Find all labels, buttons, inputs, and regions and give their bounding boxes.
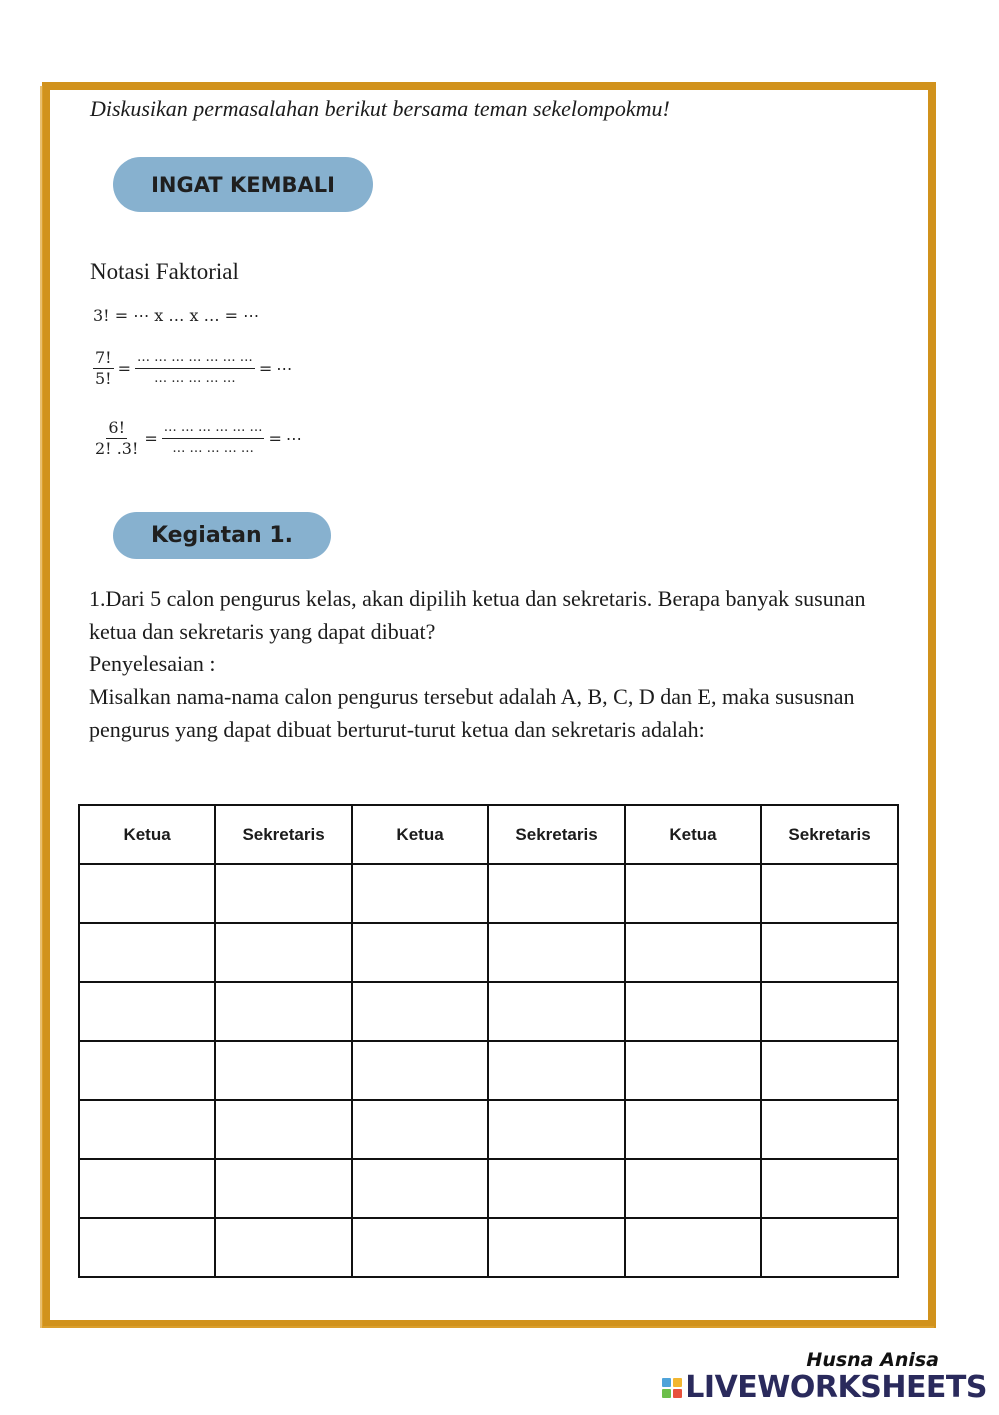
- fraction-lhs: [93, 418, 140, 459]
- solution-text: Misalkan nama-nama calon pengurus tersebut adalah A, B, C, D dan E, maka sususnan pengurus yang dapat dibuat berturut-turut ketua dan sekretaris adalah:: [89, 684, 855, 742]
- answer-cell[interactable]: [488, 1100, 625, 1159]
- answer-cell[interactable]: [488, 864, 625, 923]
- answer-cell[interactable]: [488, 982, 625, 1041]
- answer-cell[interactable]: [761, 923, 898, 982]
- table-body: [79, 864, 898, 1277]
- answer-cell[interactable]: [352, 982, 488, 1041]
- table-row: [79, 923, 898, 982]
- answer-cell[interactable]: [625, 1100, 761, 1159]
- ingat-kembali-badge: INGAT KEMBALI: [113, 157, 373, 212]
- result-placeholder: ⋯: [285, 429, 302, 448]
- liveworksheets-logo[interactable]: [662, 1371, 987, 1405]
- fraction-denominator: … … … … …: [154, 371, 236, 386]
- fraction-denominator: … … … … …: [172, 441, 254, 456]
- table-row: [79, 1100, 898, 1159]
- answer-cell[interactable]: [488, 1218, 625, 1277]
- table-row: [79, 1159, 898, 1218]
- fraction-numerator: 7!: [95, 348, 112, 367]
- table-row: [79, 1218, 898, 1277]
- table-header-row: [79, 805, 898, 864]
- answer-cell[interactable]: [79, 1159, 215, 1218]
- column-header: Sekretaris: [215, 805, 352, 864]
- answer-cell[interactable]: [625, 1218, 761, 1277]
- answer-cell[interactable]: [625, 923, 761, 982]
- answer-cell[interactable]: [625, 1159, 761, 1218]
- table-row: [79, 982, 898, 1041]
- answer-cell[interactable]: [352, 923, 488, 982]
- answer-cell[interactable]: [625, 864, 761, 923]
- answer-cell[interactable]: [215, 1041, 352, 1100]
- fraction-denominator: 2! .3!: [95, 439, 139, 458]
- table-row: [79, 864, 898, 923]
- table-row: [79, 1041, 898, 1100]
- answer-cell[interactable]: [761, 1100, 898, 1159]
- answer-cell[interactable]: [352, 1041, 488, 1100]
- answer-cell[interactable]: [761, 1159, 898, 1218]
- answer-cell[interactable]: [215, 1159, 352, 1218]
- fraction-numerator: 6!: [108, 418, 125, 437]
- answer-cell[interactable]: [215, 1100, 352, 1159]
- factorial-eq-2: [93, 348, 292, 389]
- notasi-faktorial-heading: Notasi Faktorial: [90, 259, 239, 284]
- column-header: Ketua: [352, 805, 488, 864]
- footer-branding: [662, 1349, 987, 1405]
- fraction-denominator: 5!: [95, 369, 112, 388]
- answer-cell[interactable]: [352, 864, 488, 923]
- intro-instruction: Diskusikan permasalahan berikut bersama teman sekelompokmu!: [90, 96, 670, 121]
- liveworksheets-logo-icon: [662, 1378, 682, 1398]
- answer-cell[interactable]: [625, 1041, 761, 1100]
- equals-sign: =: [144, 429, 158, 448]
- answer-cell[interactable]: [79, 1041, 215, 1100]
- equals-sign: =: [268, 429, 282, 448]
- answer-cell[interactable]: [625, 982, 761, 1041]
- answer-cell[interactable]: [488, 1159, 625, 1218]
- answer-cell[interactable]: [215, 864, 352, 923]
- answer-cell[interactable]: [352, 1100, 488, 1159]
- kegiatan-badge: Kegiatan 1.: [113, 512, 331, 559]
- column-header: Ketua: [79, 805, 215, 864]
- fraction-numerator: … … … … … … …: [135, 348, 255, 369]
- problem-statement: 1.Dari 5 calon pengurus kelas, akan dipilih ketua dan sekretaris. Berapa banyak susunan ketua dan sekretaris yang dapat dibuat?: [89, 586, 866, 644]
- answer-cell[interactable]: [761, 864, 898, 923]
- equals-sign: =: [258, 359, 273, 378]
- fraction-rhs: [162, 418, 265, 459]
- answer-cell[interactable]: [352, 1218, 488, 1277]
- answer-cell[interactable]: [79, 982, 215, 1041]
- column-header: Ketua: [625, 805, 761, 864]
- column-header: Sekretaris: [761, 805, 898, 864]
- answer-table: [78, 804, 899, 1278]
- brand-name: LIVEWORKSHEETS: [685, 1370, 987, 1405]
- factorial-eq-3: [93, 418, 302, 459]
- column-header: Sekretaris: [488, 805, 625, 864]
- answer-cell[interactable]: [215, 982, 352, 1041]
- fraction-numerator: … … … … … …: [162, 418, 265, 439]
- answer-cell[interactable]: [79, 1218, 215, 1277]
- answer-cell[interactable]: [79, 923, 215, 982]
- answer-cell[interactable]: [761, 1218, 898, 1277]
- answer-cell[interactable]: [761, 982, 898, 1041]
- solution-label: Penyelesaian :: [89, 651, 216, 676]
- author-signature: Husna Anisa: [806, 1349, 939, 1371]
- answer-cell[interactable]: [352, 1159, 488, 1218]
- answer-cell[interactable]: [761, 1041, 898, 1100]
- equals-sign: =: [117, 359, 132, 378]
- answer-cell[interactable]: [79, 1100, 215, 1159]
- factorial-eq-1: 3! = ⋯ x … x … = ⋯: [93, 306, 260, 325]
- answer-cell[interactable]: [488, 1041, 625, 1100]
- fraction-lhs: [93, 348, 114, 389]
- answer-cell[interactable]: [79, 864, 215, 923]
- answer-cell[interactable]: [215, 1218, 352, 1277]
- answer-cell[interactable]: [215, 923, 352, 982]
- fraction-rhs: [135, 348, 255, 389]
- answer-cell[interactable]: [488, 923, 625, 982]
- result-placeholder: ⋯: [276, 359, 293, 378]
